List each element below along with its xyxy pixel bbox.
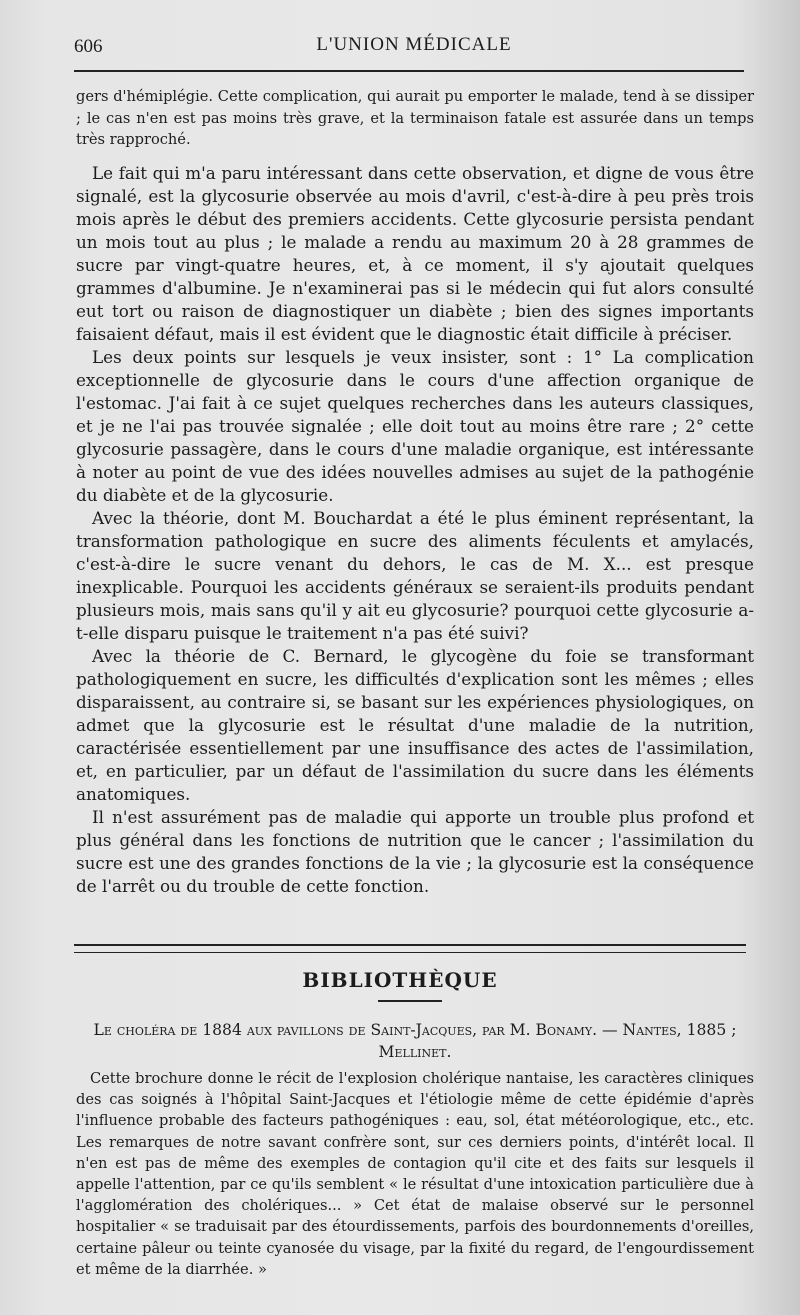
header-rule: [74, 70, 744, 72]
running-header: [74, 30, 754, 60]
journal-title: L'UNION MÉDICALE: [316, 34, 512, 55]
main-text: [76, 162, 754, 898]
review-body: [76, 1068, 754, 1280]
review-heading: Le choléra de 1884 aux pavillons de Saint-Jacques, par M. Bonamy. — Nantes, 1885 ; Mellinet.: [93, 1021, 737, 1061]
note-paragraph: gers d'hémiplégie. Cette complication, qui aurait pu emporter le malade, tend à se dissiper ; le cas n'en est pas moins très grave, et la terminaison fatale est assurée dans un temps très rapproché.: [76, 88, 754, 148]
paragraph-3: Avec la théorie, dont M. Bouchardat a été le plus éminent représentant, la transformation pathologique en sucre des aliments féculents et amylacés, c'est-à-dire le sucre venant du dehors, le cas de M. X... est presque inexplicable. Pourquoi les accidents généraux se seraient-ils produits pendant plusieurs mois, mais sans qu'il y ait eu glycosurie? pourquoi cette glycosurie a-t-elle disparu puisque le traitement n'a pas été suivi?: [76, 508, 754, 643]
continued-note: [76, 86, 754, 151]
page-number: 606: [74, 36, 103, 57]
section-divider: [74, 944, 746, 953]
review-paragraph: Cette brochure donne le récit de l'explosion cholérique nantaise, les caractères cliniques des cas soignés à l'hôpital Saint-Jacques et l'étiologie même de cette épidémie d'après l'influence probable des facteurs pathogéniques : eau, sol, état météorologique, etc., etc. Les remarques de notre savant confrère sont, sur ces derniers points, d'intérêt local. Il n'en est pas de même des exemples de contagion qu'il cite et des faits sur lesquels il appelle l'attention, par ce qu'ils semblent « le résultat d'une intoxication particulière due à l'agglomération des cholériques... » Cet état de malaise observé sur le personnel hospitalier « se traduisait par des étourdissements, parfois des bourdonnements d'oreilles, certaine pâleur ou teinte cyanosée du visage, par la fixité du regard, de l'engourdissement et même de la diarrhée. »: [76, 1070, 754, 1278]
paragraph-5: Il n'est assurément pas de maladie qui apporte un trouble plus profond et plus général dans les fonctions de nutrition que le cancer ; l'assimilation du sucre est une des grandes fonctions de la vie ; la glycosurie est la conséquence de l'arrêt ou du trouble de cette fonction.: [76, 807, 754, 896]
section-title: BIBLIOTHÈQUE: [302, 968, 498, 992]
title-underline: [378, 1000, 442, 1002]
paragraph-2: Les deux points sur lesquels je veux insister, sont : 1° La complication exceptionnelle de glycosurie dans le cours d'une affection organique de l'estomac. J'ai fait à ce sujet quelques recherches dans les auteurs classiques, et je ne l'ai pas trouvée signalée ; elle doit tout au moins être rare ; 2° cette glycosurie passagère, dans le cours d'une maladie organique, est intéressante à noter au point de vue des idées nouvelles admises au sujet de la pathogénie du diabète et de la glycosurie.: [76, 347, 754, 505]
paragraph-1: Le fait qui m'a paru intéressant dans cette observation, et digne de vous être signalé, est la glycosurie observée au mois d'avril, c'est-à-dire à peu près trois mois après le début des premiers accidents. Cette glycosurie persista pendant un mois tout au plus ; le malade a rendu au maximum 20 à 28 grammes de sucre par vingt-quatre heures, et, à ce moment, il s'y ajoutait quelques grammes d'albumine. Je n'examinerai pas si le médecin qui fut alors consulté eut tort ou raison de diagnostiquer un diabète ; bien des signes importants faisaient défaut, mais il est évident que le diagnostic était difficile à préciser.: [76, 163, 754, 344]
paragraph-4: Avec la théorie de C. Bernard, le glycogène du foie se transformant pathologiquement en sucre, les difficultés d'explication sont les mêmes ; elles disparaissent, au contraire si, se basant sur les expériences physiologiques, on admet que la glycosurie est le résultat d'une maladie de la nutrition, caractérisée essentiellement par une insuffisance des actes de l'assimilation, et, en particulier, par un défaut de l'assimilation du sucre dans les éléments anatomiques.: [76, 646, 754, 804]
